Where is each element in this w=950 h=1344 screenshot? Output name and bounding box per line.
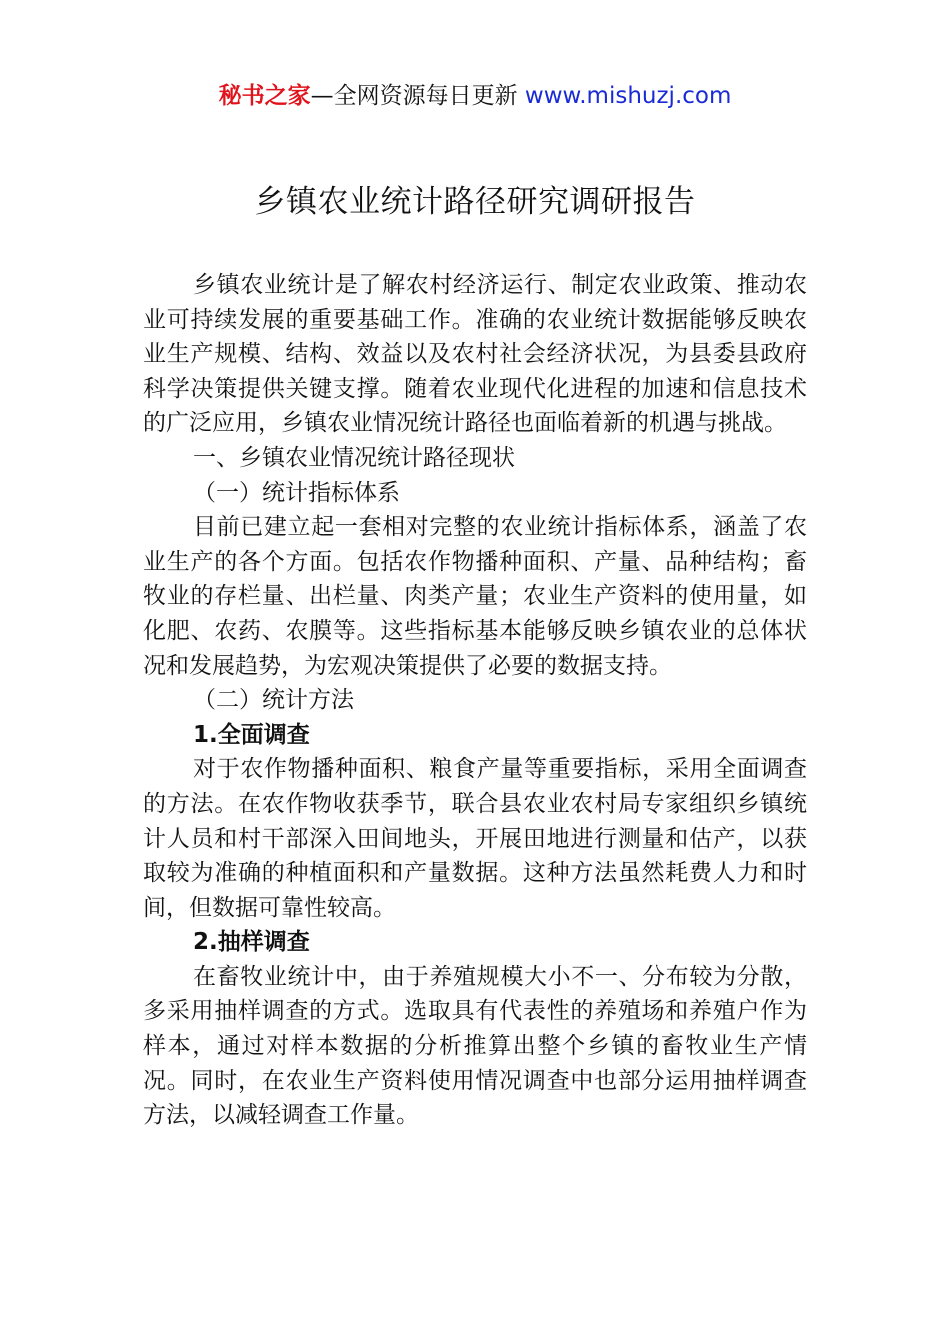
site-url-link[interactable]: www.mishuzj.com — [524, 83, 732, 109]
document-body — [143, 268, 807, 1133]
item-heading-1: 1.全面调查 — [193, 721, 310, 748]
subsection-heading-2: （二）统计方法 — [193, 687, 354, 714]
section-heading-1: 一、乡镇农业情况统计路径现状 — [193, 444, 515, 471]
site-tagline: —全网资源每日更新 — [310, 83, 518, 109]
body-paragraph: 对于农作物播种面积、粮食产量等重要指标，采用全面调查的方法。在农作物收获季节，联合县农业农村局专家组织乡镇统计人员和村干部深入田间地头，开展田地进行测量和估产，以获取较为准确的种植面积和产量数据。这种方法虽然耗费人力和时间，但数据可靠性较高。 — [143, 756, 807, 921]
site-header — [0, 80, 950, 112]
body-paragraph: 目前已建立起一套相对完整的农业统计指标体系，涵盖了农业生产的各个方面。包括农作物播种面积、产量、品种结构；畜牧业的存栏量、出栏量、肉类产量；农业生产资料的使用量，如化肥、农药、农膜等。这些指标基本能够反映乡镇农业的总体状况和发展趋势，为宏观决策提供了必要的数据支持。 — [143, 514, 807, 679]
document-title: 乡镇农业统计路径研究调研报告 — [254, 184, 696, 220]
item-heading-2: 2.抽样调查 — [193, 929, 310, 956]
subsection-heading-1: （一）统计指标体系 — [193, 479, 400, 506]
intro-paragraph: 乡镇农业统计是了解农村经济运行、制定农业政策、推动农业可持续发展的重要基础工作。准确的农业统计数据能够反映农业生产规模、结构、效益以及农村社会经济状况，为县委县政府科学决策提供关键支撑。随着农业现代化进程的加速和信息技术的广泛应用，乡镇农业情况统计路径也面临着新的机遇与挑战。 — [143, 272, 807, 437]
body-paragraph: 在畜牧业统计中，由于养殖规模大小不一、分布较为分散，多采用抽样调查的方式。选取具有代表性的养殖场和养殖户作为样本，通过对样本数据的分析推算出整个乡镇的畜牧业生产情况。同时，在农业生产资料使用情况调查中也部分运用抽样调查方法，以减轻调查工作量。 — [143, 963, 807, 1129]
site-brand: 秘书之家 — [218, 83, 311, 109]
